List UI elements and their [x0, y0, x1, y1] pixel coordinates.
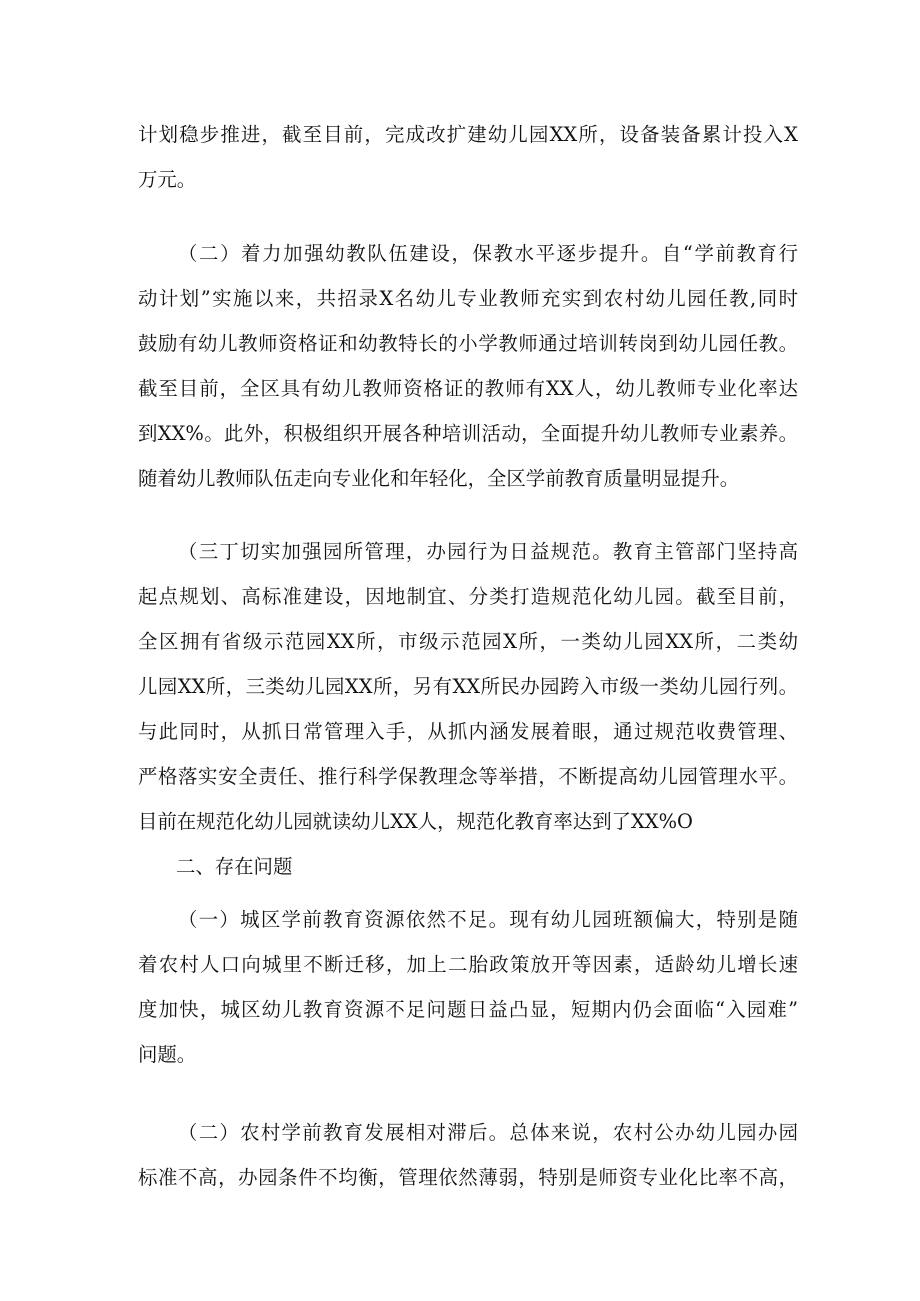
text-line: 计划稳步推进，截至目前，完成改扩建幼儿园XX所，设备装备累计投入X: [138, 123, 798, 146]
text-line: 截至目前，全区具有幼儿教师资格证的教师有XX人，幼儿教师专业化率达: [138, 377, 798, 400]
text-line: 度加快，城区幼儿教育资源不足问题日益凸显，短期内仍会面临“入园难”: [138, 998, 798, 1021]
text-line: 动计划”实施以来，共招录X名幼儿专业教师充实到农村幼儿园任教,同时: [138, 287, 798, 310]
text-line: 全区拥有省级示范园XX所，市级示范园X所，一类幼儿园XX所，二类幼: [138, 630, 798, 653]
text-line: （三丁切实加强园所管理，办园行为日益规范。教育主管部门坚持高: [178, 540, 798, 563]
text-line: 问题。: [138, 1043, 197, 1066]
text-line: （二）农村学前教育发展相对滞后。总体来说，农村公办幼儿园办园: [178, 1121, 798, 1144]
section-heading: 二、存在问题: [176, 855, 293, 878]
text-line: 标准不高，办园条件不均衡，管理依然薄弱，特别是师资专业化比率不高，: [138, 1166, 798, 1189]
text-line: 鼓励有幼儿教师资格证和幼教特长的小学教师通过培训转岗到幼儿园任教。: [138, 332, 798, 355]
text-line: 严格落实安全责任、推行科学保教理念等举措，不断提高幼儿园管理水平。: [138, 765, 798, 788]
text-line: 着农村人口向城里不断迁移，加上二胎政策放开等因素，适龄幼儿增长速: [138, 953, 798, 976]
text-line: 随着幼儿教师队伍走向专业化和年轻化，全区学前教育质量明显提升。: [138, 467, 740, 490]
text-line: 到XX%。此外，积极组织开展各种培训活动，全面提升幼儿教师专业素养。: [138, 422, 798, 445]
text-line: 与此同时，从抓日常管理入手，从抓内涵发展着眼，通过规范收费管理、: [138, 720, 798, 743]
text-line: 目前在规范化幼儿园就读幼儿XX人，规范化教育率达到了XX%O: [138, 810, 693, 833]
text-line: 万元。: [138, 168, 197, 191]
text-line: （二）着力加强幼教队伍建设，保教水平逐步提升。自“学前教育行: [178, 242, 798, 265]
text-line: （一）城区学前教育资源依然不足。现有幼儿园班额偏大，特别是随: [178, 908, 798, 931]
text-line: 起点规划、高标准建设，因地制宜、分类打造规范化幼儿园。截至目前，: [138, 585, 798, 608]
text-line: 儿园XX所，三类幼儿园XX所，另有XX所民办园跨入市级一类幼儿园行列。: [138, 675, 798, 698]
